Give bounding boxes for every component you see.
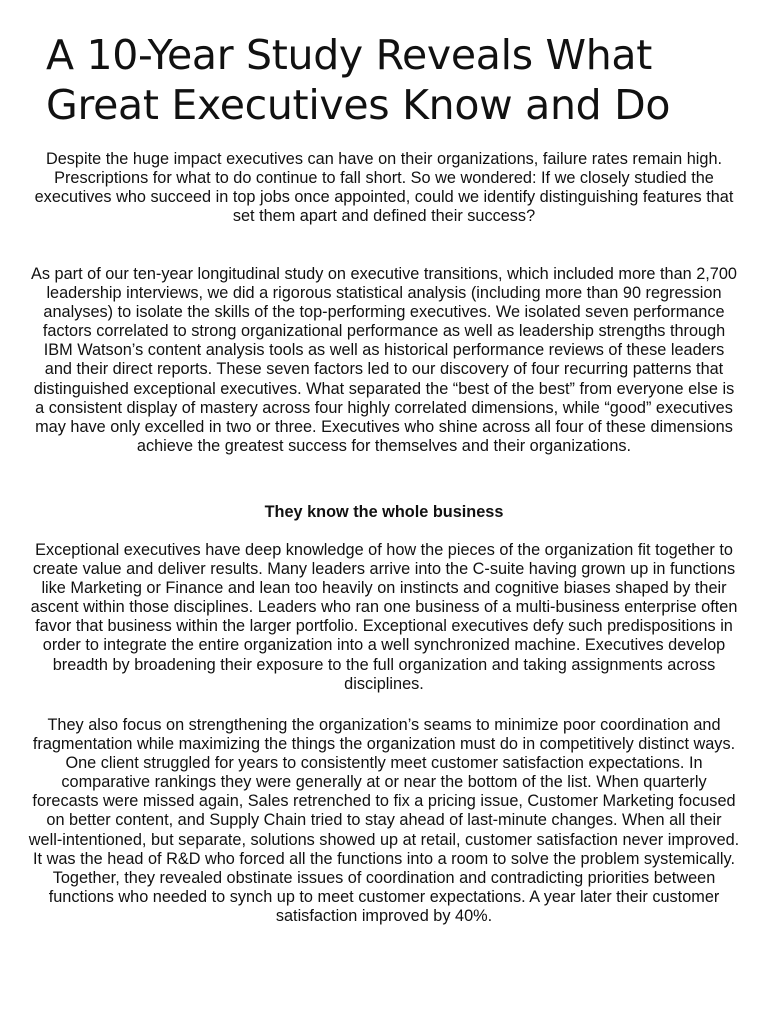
section-heading: They know the whole business <box>264 503 504 521</box>
article-title: A 10-Year Study Reveals What Great Executives Know and Do <box>46 31 671 129</box>
study-paragraph: As part of our ten-year longitudinal study on executive transitions, which included more than 2,700 leadership interviews, we did a rigorous statistical analysis (including more than 90 regression analyses) to isolate the skills of the top-performing executives. We isolated seven performance factors correlated to strong organizational performance as well as leadership strengths through IBM Watson’s content analysis tools as well as historical performance reviews of these leaders and their direct reports. These seven factors led to our discovery of four recurring patterns that distinguished exceptional executives. What separated the “best of the best” from everyone else is a consistent display of mastery across four highly correlated dimensions, while “good” executives may have only excelled in two or three. Executives who shine across all four of these dimensions achieve the greatest success for themselves and their organizations. <box>31 265 737 455</box>
intro-paragraph: Despite the huge impact executives can have on their organizations, failure rates remain high. Prescriptions for what to do continue to fall short. So we wondered: If we closely studied the executives who succeed in top jobs once appointed, could we identify distinguishing features that set them apart and defined their success? <box>34 150 734 226</box>
section-paragraph: Exceptional executives have deep knowledge of how the pieces of the organization fit together to create value and deliver results. Many leaders arrive into the C-suite having grown up in functions like Marketing or Finance and lean too heavily on instincts and cognitive biases shaped by their ascent within those disciplines. Leaders who ran one business of a multi-business enterprise often favor that business within the larger portfolio. Exceptional executives defy such predispositions in order to integrate the entire organization into a well synchronized machine. Executives develop breadth by broadening their exposure to the full organization and taking assignments across disciplines. <box>30 541 738 693</box>
section-paragraph: They also focus on strengthening the organization’s seams to minimize poor coordination and fragmentation while maximizing the things the organization must do in competitively distinct ways. One client struggled for years to consistently meet customer satisfaction expectations. In comparative rankings they were generally at or near the bottom of the list. When quarterly forecasts were missed again, Sales retrenched to fix a pricing issue, Customer Marketing focused on better content, and Supply Chain tried to stay ahead of last-minute changes. When all their well-intentioned, but separate, solutions showed up at retail, customer satisfaction never improved. It was the head of R&D who forced all the functions into a room to solve the problem systemically. Together, they revealed obstinate issues of coordination and contradicting priorities between functions who needed to synch up to meet customer expectations. A year later their customer satisfaction improved by 40%. <box>28 716 740 925</box>
